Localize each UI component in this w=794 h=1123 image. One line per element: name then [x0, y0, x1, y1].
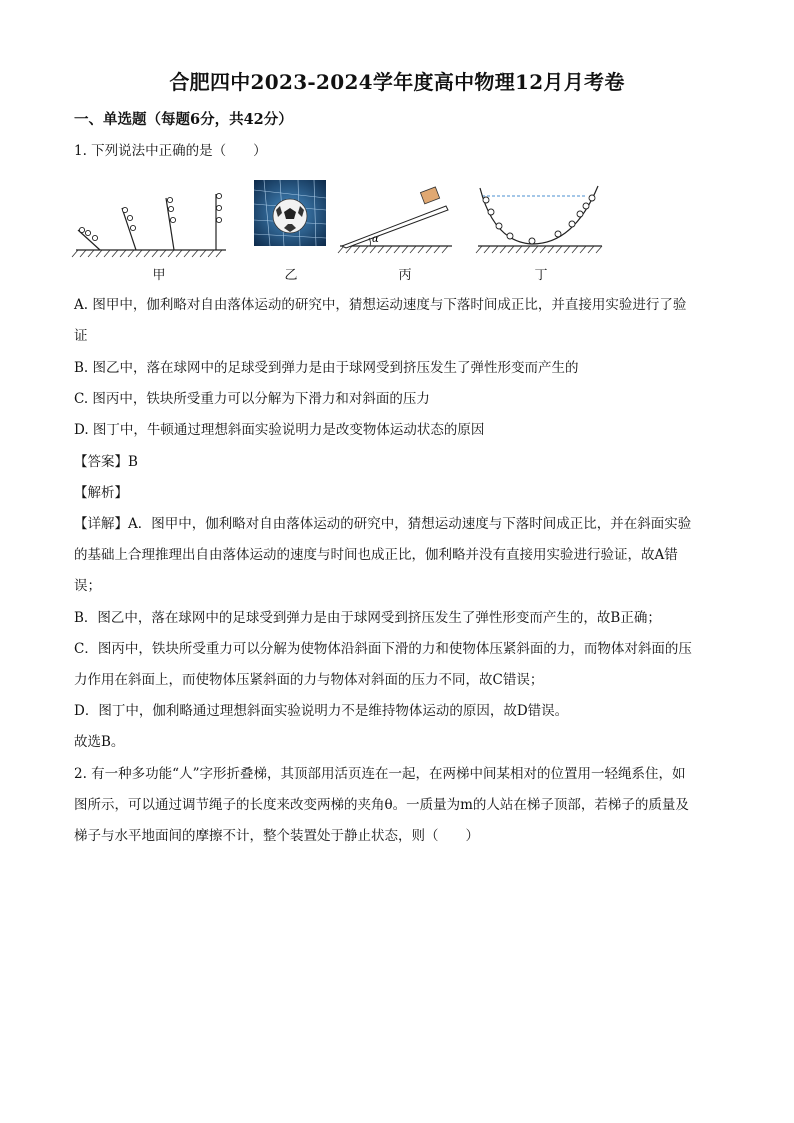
- block-on-incline-illustration: [336, 180, 456, 262]
- inclined-planes-illustration: [70, 180, 230, 262]
- detail-line-6: 力作用在斜面上，而使物体压紧斜面的力与物体对斜面的压力不同，故C错误；: [74, 672, 544, 688]
- question-2-line-1: 2. 有一种多功能“人”字形折叠梯，其顶部用活页连在一起，在两梯中间某相对的位置用一轻绳系住，如: [74, 766, 686, 782]
- figure-label-ding: 丁: [534, 268, 548, 283]
- detail-line-8: 故选B。: [74, 734, 125, 750]
- detail-line-3: 误；: [74, 578, 101, 594]
- figure-ding: [474, 180, 606, 283]
- figure-label-jia: 甲: [152, 268, 166, 283]
- page-title: 合肥四中2023-2024学年度高中物理12月月考卷: [169, 70, 625, 94]
- question-2-line-3: 梯子与水平地面间的摩擦不计，整个装置处于静止状态，则（ ）: [74, 828, 479, 844]
- option-c: C. 图丙中，铁块所受重力可以分解为下滑力和对斜面的压力: [74, 391, 430, 407]
- question-1-figures: [70, 180, 610, 290]
- detail-line-1: 【详解】A．图甲中，伽利略对自由落体运动的研究中，猜想运动速度与下落时间成正比，并在斜面实验: [74, 516, 692, 532]
- answer: 【答案】B: [74, 454, 138, 470]
- figure-jia: [70, 180, 230, 283]
- option-a: A. 图甲中，伽利略对自由落体运动的研究中，猜想运动速度与下落时间成正比，并直接用实验进行了验: [74, 297, 687, 313]
- alpha-label: α: [372, 234, 379, 245]
- detail-line-4: B．图乙中，落在球网中的足球受到弹力是由于球网受到挤压发生了弹性形变而产生的，故B正确；: [74, 610, 661, 626]
- section-heading: 一、单选题（每题6分，共42分）: [74, 111, 293, 128]
- soccer-ball-net-photo: [254, 180, 326, 246]
- figure-label-bing: 丙: [398, 268, 412, 283]
- option-d: D. 图丁中，牛顿通过理想斜面实验说明力是改变物体运动状态的原因: [74, 422, 485, 438]
- detail-line-7: D．图丁中，伽利略通过理想斜面实验说明力不是维持物体运动的原因，故D错误。: [74, 703, 569, 719]
- figure-yi: [254, 180, 326, 283]
- figure-bing: [336, 180, 456, 283]
- option-a-continued: 证: [74, 328, 88, 344]
- figure-label-yi: 乙: [284, 268, 298, 283]
- option-b: B. 图乙中，落在球网中的足球受到弹力是由于球网受到挤压发生了弹性形变而产生的: [74, 360, 579, 376]
- detail-line-2: 的基础上合理推理出自由落体运动的速度与时间也成正比，伽利略并没有直接用实验进行验证，故A错: [74, 547, 678, 563]
- analysis-heading: 【解析】: [74, 485, 128, 501]
- question-2-line-2: 图所示，可以通过调节绳子的长度来改变两梯的夹角θ。一质量为m的人站在梯子顶部，若梯子的质量及: [74, 797, 689, 813]
- ideal-incline-curve-illustration: [474, 180, 606, 262]
- detail-line-5: C．图丙中，铁块所受重力可以分解为使物体沿斜面下滑的力和使物体压紧斜面的力，而物体对斜面的压: [74, 641, 692, 657]
- question-1-stem: 1. 下列说法中正确的是（ ）: [74, 143, 267, 159]
